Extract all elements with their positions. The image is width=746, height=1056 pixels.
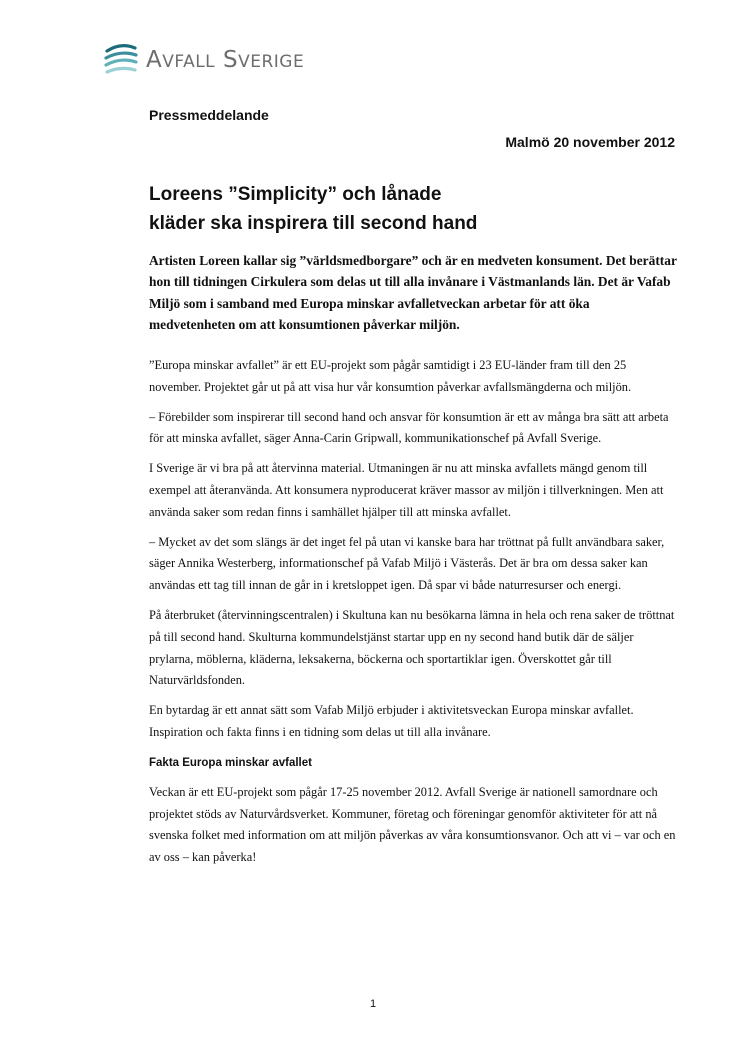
logo-wordmark: AVFALL SVERIGE [146,47,305,73]
body-paragraph: I Sverige är vi bra på att återvinna material. Utmaningen är nu att minska avfallets mängd genom till exempel att återanvända. Att konsumera nyproducerat kräver massor av miljön i tillverkningen. Men att använda saker som redan finns i samhället hjälper till att minska avfallet. [149,461,664,519]
document-type-label: Pressmeddelande [149,107,269,123]
body-paragraph: – Mycket av det som slängs är det inget fel på utan vi kanske bara har tröttnat på fullt användbara saker, säger Annika Westerberg, informationschef på Vafab Miljö i Västerås. Det är bra om dessa saker kan användas ett tag till innan de går in i kretsloppet igen. Då spar vi både naturresurser och energi. [149,534,665,593]
headline-line-2: kläder ska inspirera till second hand [149,213,478,234]
fact-heading: Fakta Europa minskar avfallet [149,756,312,769]
dateline: Malmö 20 november 2012 [505,134,675,150]
ingress-paragraph: Artisten Loreen kallar sig ”världsmedborgare” och är en medveten konsument. Det berättar hon till tidningen Cirkulera som delas ut till alla invånare i Västmanlands län. Det är Vafab Miljö som i samband med Europa minskar avfalletveckan arbetar för att öka medvetenheten om att konsumtionen påverkar miljön. [149,253,677,332]
headline [149,180,689,238]
body-paragraph: En bytardag är ett annat sätt som Vafab Miljö erbjuder i aktivitetsveckan Europa minskar avfallet. Inspiration och fakta finns i en tidning som delas ut till alla invånare. [149,703,634,739]
wave-logo-icon [104,42,138,78]
body-text [149,355,677,877]
page-number: 1 [369,998,377,1010]
body-paragraph: ”Europa minskar avfallet” är ett EU-projekt som pågår samtidigt i 23 EU-länder fram till den 25 november. Projektet går ut på att visa hur vår konsumtion påverkar avfallsmängderna och miljön. [149,358,632,394]
headline-line-1: Loreens ”Simplicity” och lånade [149,184,442,205]
body-paragraph: – Förebilder som inspirerar till second hand och ansvar för konsumtion är ett av många bra sätt att arbeta för att minska avfallet, säger Anna-Carin Gripwall, kommunikationschef på Avfall Sverige. [149,409,669,446]
body-paragraph: På återbruket (återvinningscentralen) i Skultuna kan nu besökarna lämna in hela och rena saker de tröttnat på till second hand. Skulturna kommundelstjänst startar upp en ny second hand butik där de säljer prylarna, möblerna, kläderna, leksakerna, böckerna och sportartiklar igen. Överskottet går till Naturvärldsfonden. [149,607,675,688]
fact-paragraph: Veckan är ett EU-projekt som pågår 17-25 november 2012. Avfall Sverige är nationell samordnare och projektet stöds av Naturvårdsverket. Kommuner, företag och föreningar genomför aktiviteter för att nå svenska folket med information om att miljön påverkas av våra konsumtionsvanor. Och att vi – var och en av oss – kan påverka! [149,784,676,865]
avfall-sverige-logo [104,40,304,80]
